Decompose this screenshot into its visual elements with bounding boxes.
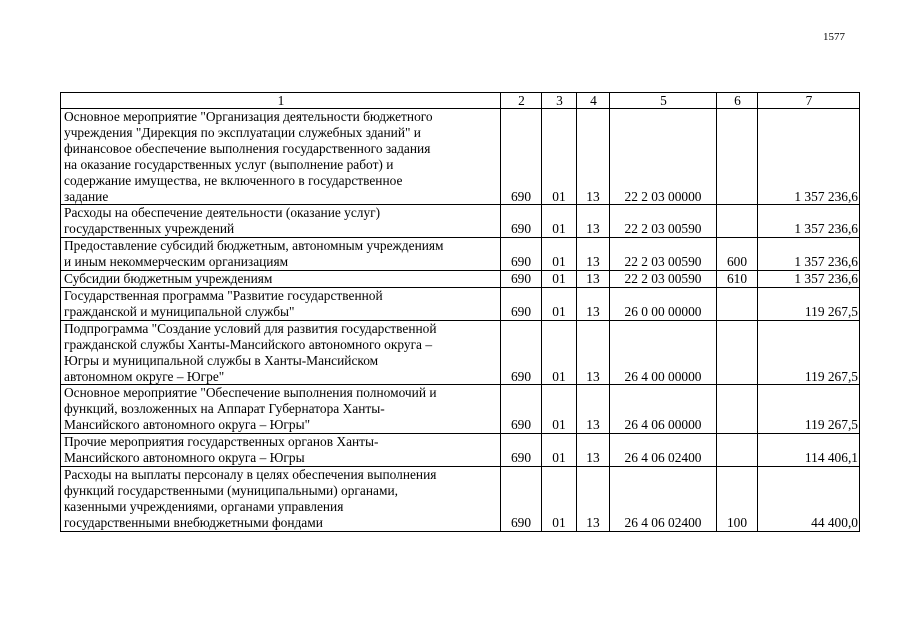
cell-ministry: 690 — [501, 466, 542, 531]
cell-expense-type — [717, 434, 758, 467]
cell-section: 01 — [542, 205, 577, 238]
cell-section: 01 — [542, 320, 577, 385]
cell-section: 01 — [542, 238, 577, 271]
cell-subsection: 13 — [577, 434, 610, 467]
cell-name-line: задание — [64, 188, 109, 204]
cell-name-line: Мансийского автономного округа – Югры — [64, 450, 305, 466]
cell-expense-type: 610 — [717, 271, 758, 288]
header-cell-subsection: 4 — [577, 93, 610, 109]
cell-name-line: и иным некоммерческим организациям — [64, 254, 289, 270]
header-cell-target: 5 — [610, 93, 717, 109]
cell-amount: 119 267,5 — [758, 320, 860, 385]
cell-ministry: 690 — [501, 385, 542, 434]
cell-ministry: 690 — [501, 205, 542, 238]
cell-section: 01 — [542, 109, 577, 205]
cell-subsection: 13 — [577, 287, 610, 320]
budget-table — [60, 92, 860, 532]
cell-name — [61, 466, 501, 531]
cell-amount: 1 357 236,6 — [758, 205, 860, 238]
cell-section: 01 — [542, 271, 577, 288]
cell-name-line: финансовое обеспечение выполнения государственного задания — [64, 140, 431, 156]
table-row — [61, 287, 860, 320]
cell-name-line: функций, возложенных на Аппарат Губернатора Ханты- — [64, 401, 385, 417]
cell-name-line: на оказание государственных услуг (выполнение работ) и — [64, 156, 394, 172]
page-number: 1577 — [823, 31, 845, 43]
cell-name — [61, 271, 501, 288]
cell-ministry: 690 — [501, 320, 542, 385]
table-header-row — [61, 93, 860, 109]
cell-subsection: 13 — [577, 385, 610, 434]
cell-name-line: учреждения "Дирекция по эксплуатации служебных зданий" и — [64, 124, 421, 140]
table-row — [61, 385, 860, 434]
header-cell-section: 3 — [542, 93, 577, 109]
table-row — [61, 109, 860, 205]
cell-amount: 1 357 236,6 — [758, 109, 860, 205]
table-row — [61, 434, 860, 467]
cell-amount: 1 357 236,6 — [758, 271, 860, 288]
cell-target: 22 2 03 00000 — [610, 109, 717, 205]
cell-name-line: Югры и муниципальной службы в Ханты-Мансийском — [64, 352, 379, 368]
cell-expense-type — [717, 320, 758, 385]
cell-name — [61, 385, 501, 434]
cell-name-line: автономном округе – Югре" — [64, 368, 225, 384]
table-row — [61, 271, 860, 288]
cell-target: 22 2 03 00590 — [610, 238, 717, 271]
cell-name-line: Подпрограмма "Создание условий для развития государственной — [64, 320, 437, 336]
cell-name-line: Расходы на обеспечение деятельности (оказание услуг) — [64, 205, 381, 221]
header-cell-ministry: 2 — [501, 93, 542, 109]
cell-target: 26 0 00 00000 — [610, 287, 717, 320]
cell-subsection: 13 — [577, 466, 610, 531]
header-cell-name: 1 — [61, 93, 501, 109]
cell-subsection: 13 — [577, 320, 610, 385]
cell-amount: 44 400,0 — [758, 466, 860, 531]
cell-name — [61, 205, 501, 238]
cell-section: 01 — [542, 466, 577, 531]
cell-name-line: Мансийского автономного округа – Югры" — [64, 417, 311, 433]
cell-section: 01 — [542, 287, 577, 320]
table-row — [61, 238, 860, 271]
table-row — [61, 205, 860, 238]
cell-expense-type: 600 — [717, 238, 758, 271]
cell-amount: 1 357 236,6 — [758, 238, 860, 271]
cell-name-line: гражданской и муниципальной службы" — [64, 303, 295, 319]
cell-amount: 114 406,1 — [758, 434, 860, 467]
header-cell-expense-type: 6 — [717, 93, 758, 109]
cell-ministry: 690 — [501, 238, 542, 271]
cell-name-line: государственными внебюджетными фондами — [64, 514, 323, 530]
cell-name — [61, 238, 501, 271]
cell-name-line: казенными учреждениями, органами управления — [64, 498, 344, 514]
header-cell-amount: 7 — [758, 93, 860, 109]
cell-name-line: Основное мероприятие "Обеспечение выполнения полномочий и — [64, 385, 437, 401]
cell-name-line: Основное мероприятие "Организация деятельности бюджетного — [64, 109, 433, 124]
cell-ministry: 690 — [501, 287, 542, 320]
cell-name-line: содержание имущества, не включенного в государственное — [64, 172, 403, 188]
cell-expense-type — [717, 287, 758, 320]
cell-name-line: Субсидии бюджетным учреждениям — [64, 271, 273, 287]
cell-name — [61, 287, 501, 320]
table-row — [61, 320, 860, 385]
cell-name-line: Предоставление субсидий бюджетным, автономным учреждениям — [64, 238, 444, 254]
cell-expense-type — [717, 109, 758, 205]
cell-name-line: государственных учреждений — [64, 221, 235, 237]
cell-name-line: Государственная программа "Развитие государственной — [64, 287, 383, 303]
cell-target: 26 4 06 02400 — [610, 466, 717, 531]
cell-target: 26 4 00 00000 — [610, 320, 717, 385]
cell-target: 22 2 03 00590 — [610, 271, 717, 288]
cell-subsection: 13 — [577, 109, 610, 205]
cell-ministry: 690 — [501, 109, 542, 205]
cell-subsection: 13 — [577, 205, 610, 238]
cell-subsection: 13 — [577, 271, 610, 288]
cell-name — [61, 320, 501, 385]
cell-ministry: 690 — [501, 271, 542, 288]
cell-name — [61, 434, 501, 467]
table-body — [61, 93, 860, 532]
cell-section: 01 — [542, 385, 577, 434]
cell-name-line: Прочие мероприятия государственных органов Ханты- — [64, 434, 379, 450]
cell-name-line: гражданской службы Ханты-Мансийского автономного округа – — [64, 336, 433, 352]
cell-subsection: 13 — [577, 238, 610, 271]
cell-amount: 119 267,5 — [758, 287, 860, 320]
cell-name — [61, 109, 501, 205]
cell-ministry: 690 — [501, 434, 542, 467]
cell-name-line: функций государственными (муниципальными) органами, — [64, 482, 398, 498]
cell-expense-type: 100 — [717, 466, 758, 531]
cell-name-line: Расходы на выплаты персоналу в целях обеспечения выполнения — [64, 466, 437, 482]
cell-target: 26 4 06 02400 — [610, 434, 717, 467]
cell-expense-type — [717, 205, 758, 238]
cell-target: 26 4 06 00000 — [610, 385, 717, 434]
cell-expense-type — [717, 385, 758, 434]
cell-target: 22 2 03 00590 — [610, 205, 717, 238]
table-row — [61, 466, 860, 531]
cell-amount: 119 267,5 — [758, 385, 860, 434]
cell-section: 01 — [542, 434, 577, 467]
